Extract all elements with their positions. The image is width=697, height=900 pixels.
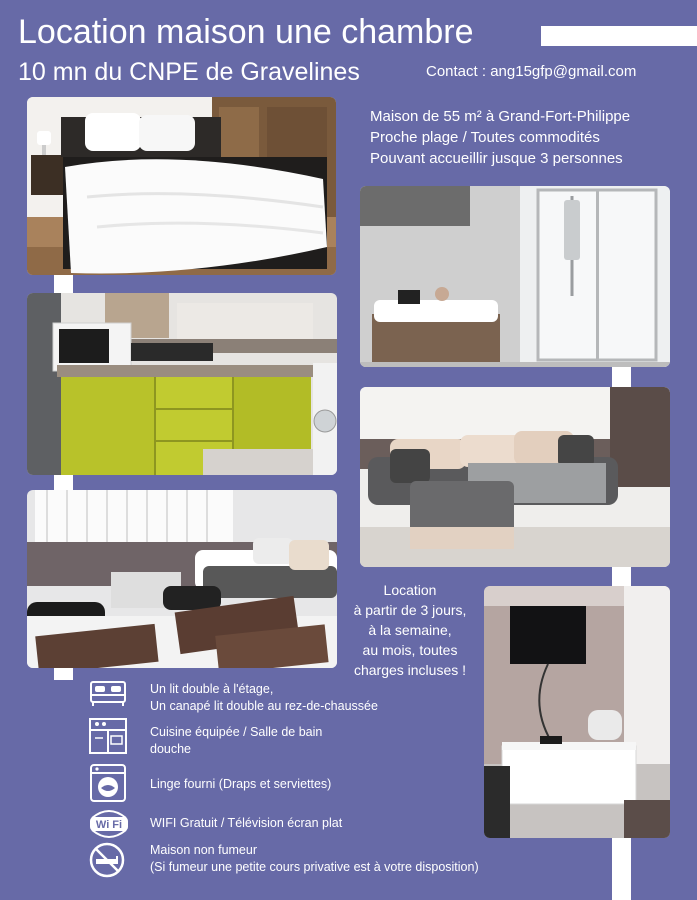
rental-line: à partir de 3 jours, (353, 602, 467, 618)
header-accent-bar (541, 26, 697, 46)
description-line: Proche plage / Toutes commodités (370, 129, 600, 146)
feature-line: WIFI Gratuit / Télévision écran plat (150, 816, 343, 830)
rental-line: au mois, toutes (362, 642, 458, 658)
feature-bed (150, 681, 378, 715)
sofa-photo (360, 387, 670, 567)
divider-strip (612, 565, 631, 587)
feature-line: Cuisine équipée / Salle de bain (150, 725, 323, 739)
living-room-photo (27, 490, 337, 668)
feature-non-smoking (150, 842, 479, 876)
divider-strip (54, 668, 73, 680)
feature-line: douche (150, 742, 192, 756)
rental-info (340, 580, 480, 680)
no-smoking-icon (89, 842, 125, 878)
feature-wifi (150, 815, 342, 832)
page-title: Location maison une chambre (18, 13, 474, 51)
feature-line: (Si fumeur une petite cours privative est à votre disposition) (150, 860, 479, 874)
feature-line: Linge fourni (Draps et serviettes) (150, 777, 332, 791)
rental-line: Location (383, 582, 437, 598)
bedroom-photo (27, 97, 336, 275)
feature-line: Un canapé lit double au rez-de-chaussée (150, 699, 378, 713)
wifi-icon (88, 808, 130, 840)
bathroom-photo (360, 186, 670, 367)
divider-strip (612, 836, 631, 900)
contact-email[interactable]: Contact : ang15gfp@gmail.com (426, 63, 637, 80)
washing-machine-icon (90, 764, 126, 802)
kitchen-photo (27, 293, 337, 475)
page-subtitle: 10 mn du CNPE de Gravelines (18, 58, 360, 86)
feature-linen (150, 776, 331, 793)
divider-strip (612, 366, 631, 388)
feature-kitchen (150, 724, 322, 758)
description (370, 106, 630, 169)
feature-line: Maison non fumeur (150, 843, 258, 857)
wifi-icon-label: Wi Fi (95, 819, 123, 831)
feature-line: Un lit double à l'étage, (150, 682, 274, 696)
description-line: Maison de 55 m² à Grand-Fort-Philippe (370, 108, 631, 125)
rental-line: charges incluses ! (353, 662, 467, 678)
bed-icon (89, 680, 127, 706)
kitchen-icon (89, 718, 127, 754)
tv-room-photo (484, 586, 670, 838)
rental-line: à la semaine, (368, 622, 452, 638)
description-line: Pouvant accueillir jusque 3 personnes (370, 150, 623, 167)
